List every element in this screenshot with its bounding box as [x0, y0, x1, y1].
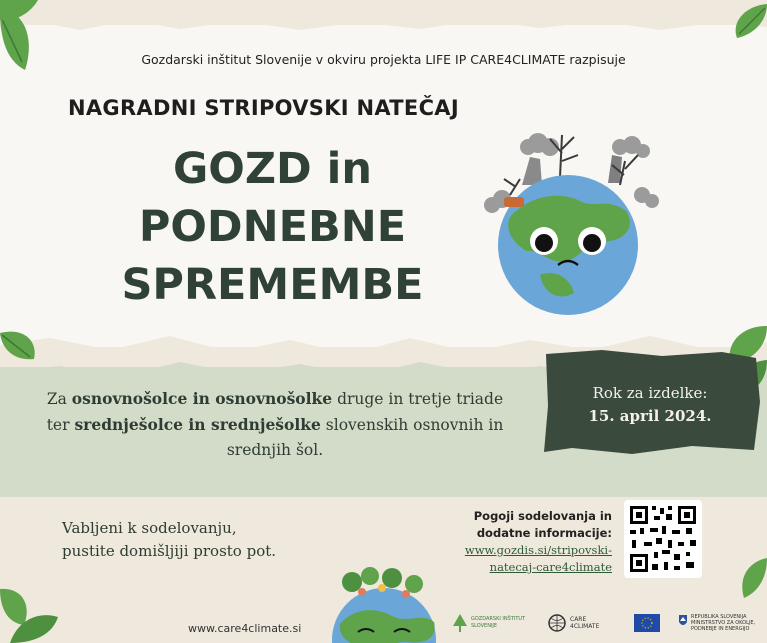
slovenia-crest-icon — [678, 614, 688, 628]
ministry-text — [691, 614, 755, 632]
gozdis-logo-text: GOZDARSKI INŠTITUT SLOVENIJE — [471, 616, 526, 629]
ministry-line: PODNEBJE IN ENERGIJO — [691, 626, 750, 632]
info-block — [440, 508, 612, 576]
target-highlight: srednješolce in srednješolke — [74, 415, 321, 434]
target-text-part: Za — [46, 390, 72, 408]
qr-code[interactable] — [624, 500, 702, 578]
target-audience-text — [40, 386, 510, 463]
eu-flag-icon — [634, 614, 660, 632]
tree-icon — [452, 614, 468, 632]
invite-line: pustite domišljiji prosto pot. — [62, 542, 277, 560]
deadline — [560, 382, 740, 428]
invite-line: Vabljeni k sodelovanju, — [62, 519, 237, 537]
deadline-label: Rok za izdelke: — [592, 384, 708, 402]
footer-url[interactable]: www.care4climate.si — [188, 622, 302, 635]
earth-sad-illustration — [470, 125, 670, 325]
leaf-icon — [738, 556, 767, 601]
info-heading: dodatne informacije: — [476, 526, 612, 540]
deadline-date: 15. april 2024. — [588, 407, 712, 425]
target-highlight: osnovnošolce in osnovnošolke — [71, 389, 333, 408]
target-text-part: slovenskih osnovnih in srednjih šol. — [226, 416, 504, 459]
leaf-icon — [0, 585, 60, 643]
title-line: SPREMEMBE — [121, 260, 424, 310]
competition-heading: NAGRADNI STRIPOVSKI NATEČAJ — [68, 96, 459, 120]
gozdis-logo — [452, 614, 551, 632]
page-title — [100, 140, 445, 314]
leaf-icon — [0, 325, 40, 365]
target-text-part: druge in tretje triade ter — [46, 390, 504, 434]
leaf-icon — [725, 0, 767, 40]
globe-icon — [548, 614, 566, 632]
title-line: GOZD in — [172, 144, 373, 194]
title-line: PODNEBNE — [138, 202, 407, 252]
care4climate-logo-text: CARE 4CLIMATE — [570, 616, 600, 630]
ministry-line: REPUBLIKA SLOVENIJA — [691, 614, 747, 620]
leaf-icon — [0, 0, 40, 30]
info-heading: Pogoji sodelovanja in — [473, 509, 612, 523]
info-link[interactable]: natecaj-care4climate — [489, 560, 612, 574]
intro-text: Gozdarski inštitut Slovenije v okviru projekta LIFE IP CARE4CLIMATE razpisuje — [141, 52, 626, 67]
ministry-logo — [678, 614, 755, 632]
invite-text — [62, 517, 276, 563]
ministry-line: MINISTRSTVO ZA OKOLJE, — [691, 620, 756, 626]
care4climate-logo — [548, 614, 604, 632]
earth-happy-illustration — [322, 562, 446, 643]
info-link[interactable]: www.gozdis.si/stripovski- — [464, 543, 612, 557]
